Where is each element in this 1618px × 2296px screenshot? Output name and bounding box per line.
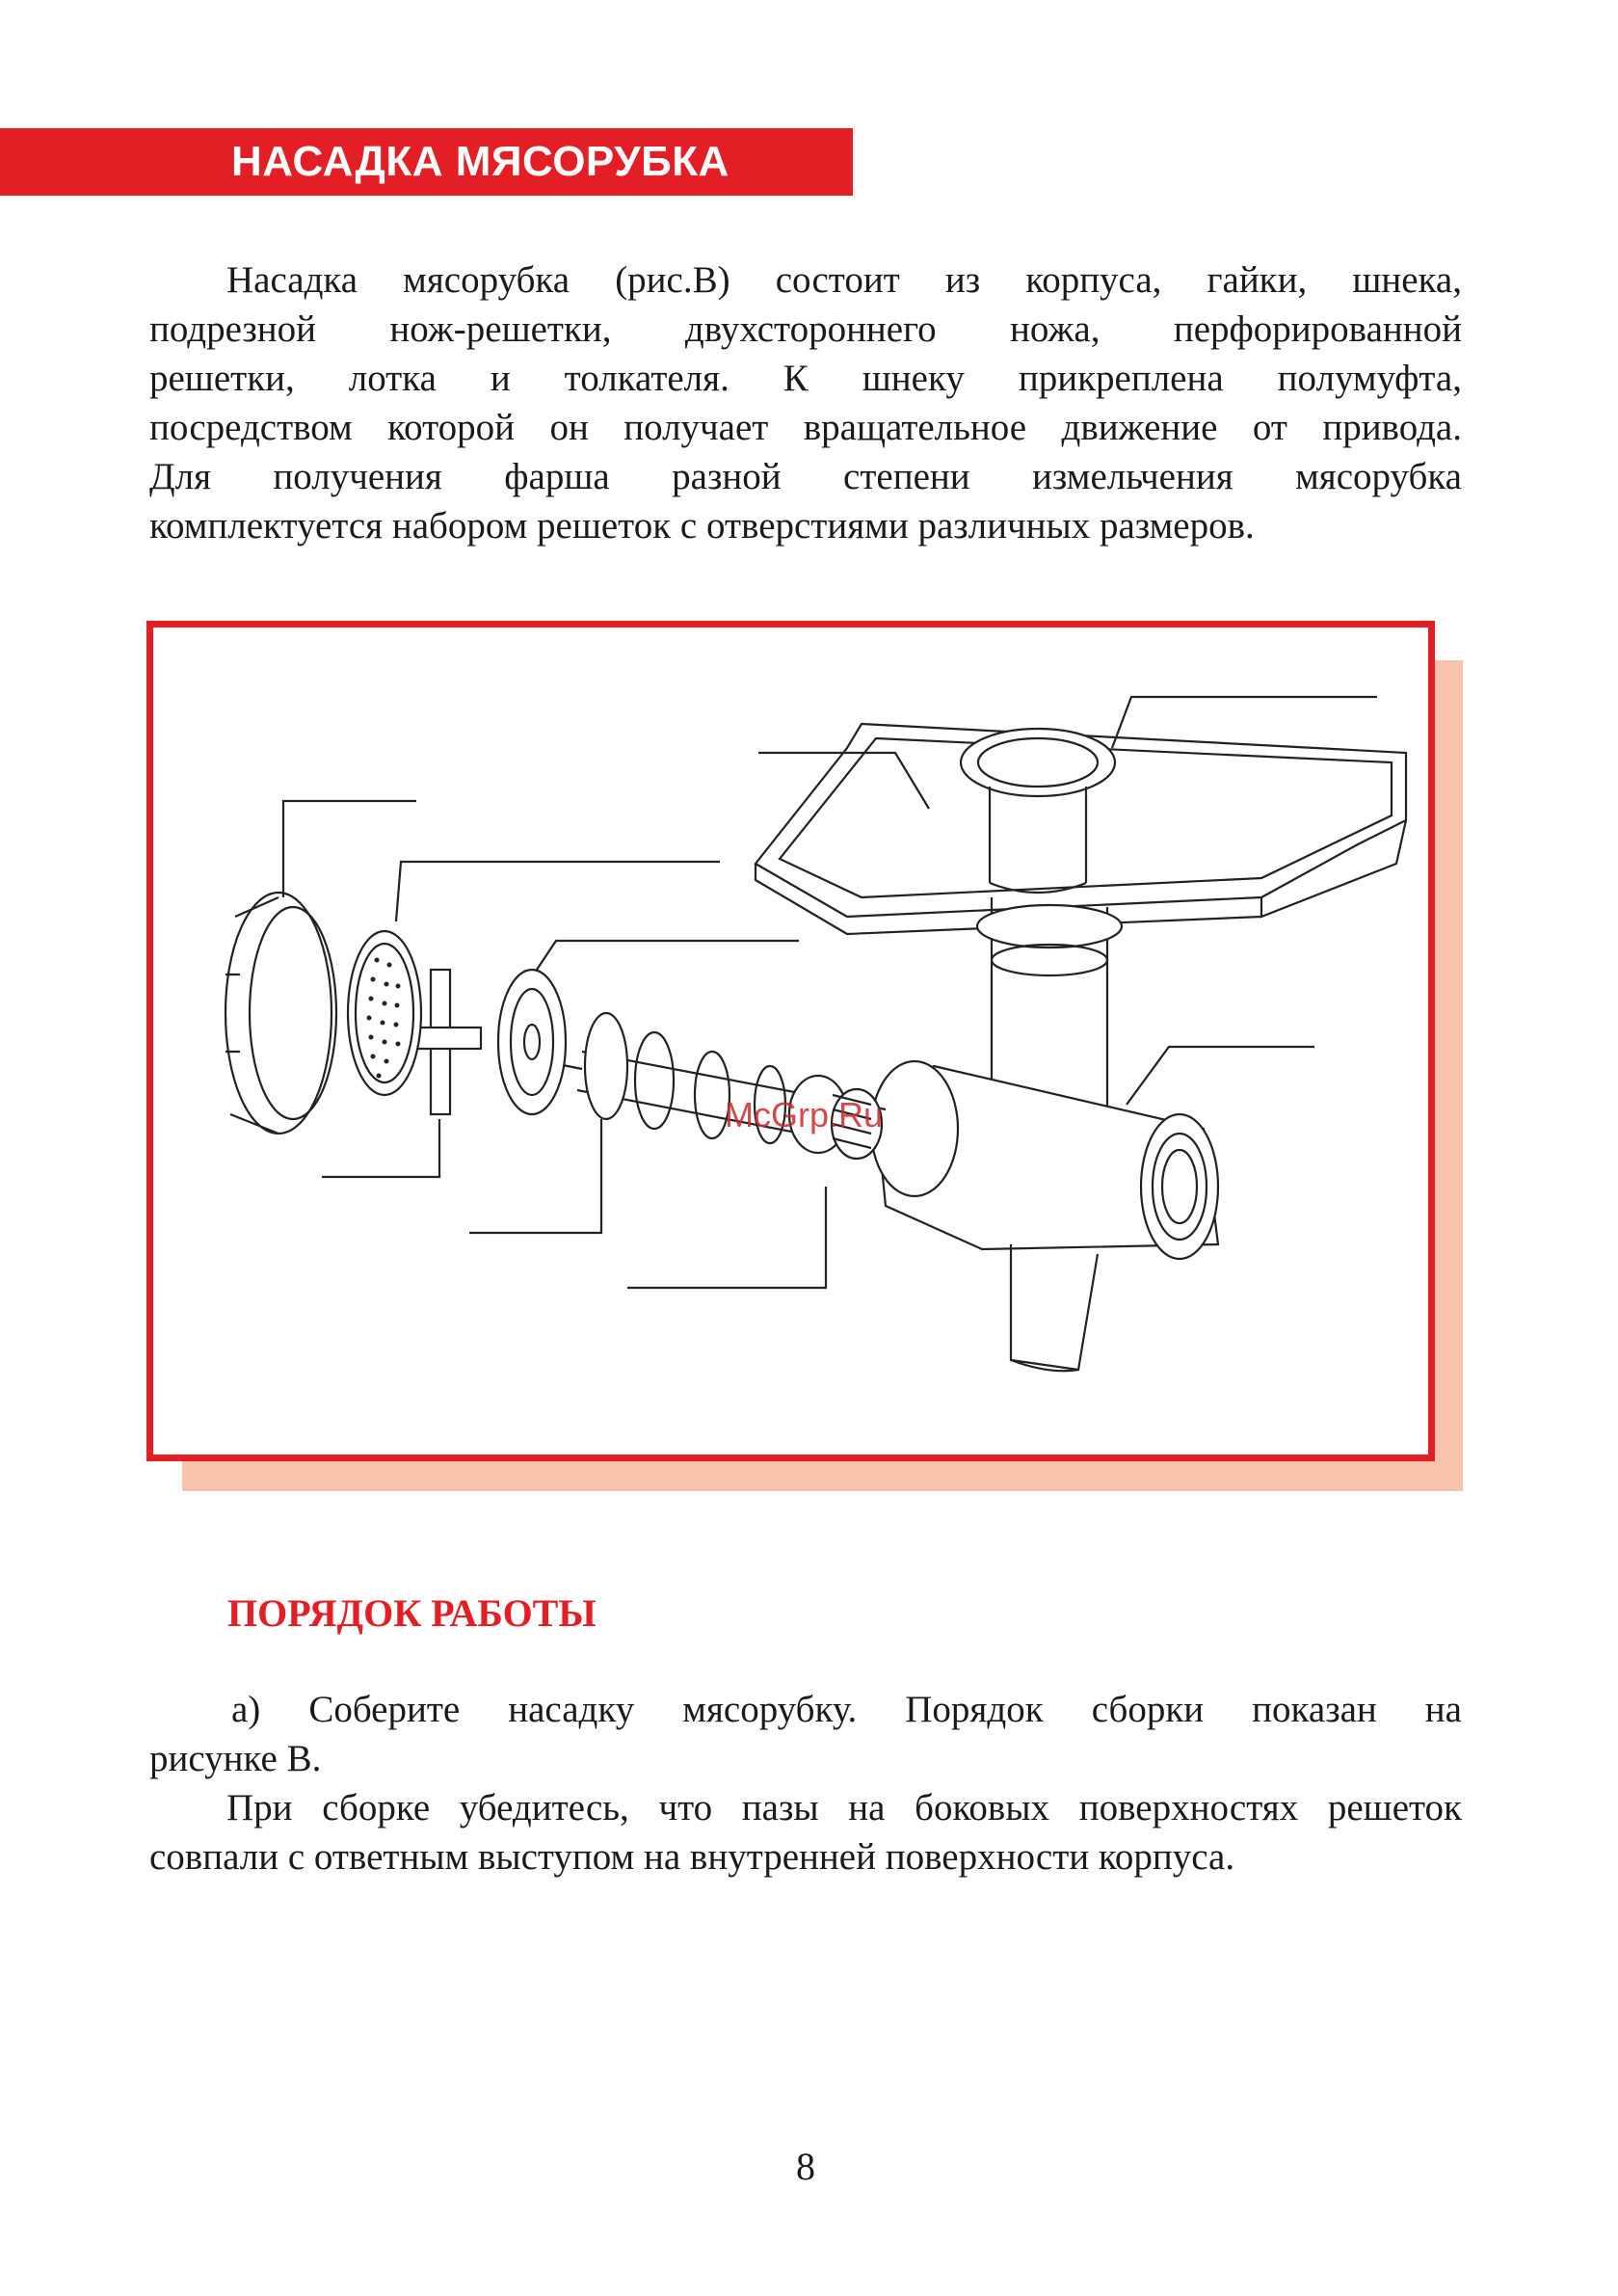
knife-drawing (399, 970, 566, 1114)
meat-grinder-diagram (153, 627, 1428, 1455)
auger-drawing (544, 1013, 886, 1159)
page-number: 8 (796, 2145, 815, 2188)
intro-line: решетки, лотка и толкателя. К шнеку прикреплена полумуфта, (149, 358, 1462, 399)
intro-line: посредством которой он получает вращательное движение от привода. (149, 407, 1462, 448)
note-paragraph (149, 1783, 1462, 1882)
intro-line: подрезной нож-решетки, двухстороннего ножа, перфорированной (149, 308, 1462, 350)
intro-line: Насадка мясорубка (рис.В) состоит из корпуса, гайки, шнека, (226, 259, 1462, 301)
note-line: совпали с ответным выступом на внутренней поверхности корпуса. (149, 1836, 1235, 1878)
intro-paragraph (149, 255, 1462, 550)
figure-frame (146, 621, 1435, 1461)
intro-line: комплектуется набором решеток с отверстиями различных размеров. (149, 505, 1255, 547)
grate-drawing (348, 931, 421, 1095)
body-drawing (871, 897, 1218, 1371)
step-line: рисунке В. (149, 1738, 322, 1779)
section-title: ПОРЯДОК РАБОТЫ (227, 1591, 597, 1635)
nut-drawing (225, 893, 336, 1134)
page-title: НАСАДКА МЯСОРУБКА (231, 138, 729, 185)
intro-line: Для получения фарша разной степени измельчения мясорубка (149, 456, 1462, 497)
watermark: McGrp.Ru (725, 1095, 884, 1135)
step-a-paragraph (149, 1685, 1462, 1783)
step-line: а) Соберите насадку мясорубку. Порядок сборки показан на (231, 1689, 1462, 1730)
note-line: При сборке убедитесь, что пазы на боковых поверхностях решеток (226, 1787, 1462, 1829)
